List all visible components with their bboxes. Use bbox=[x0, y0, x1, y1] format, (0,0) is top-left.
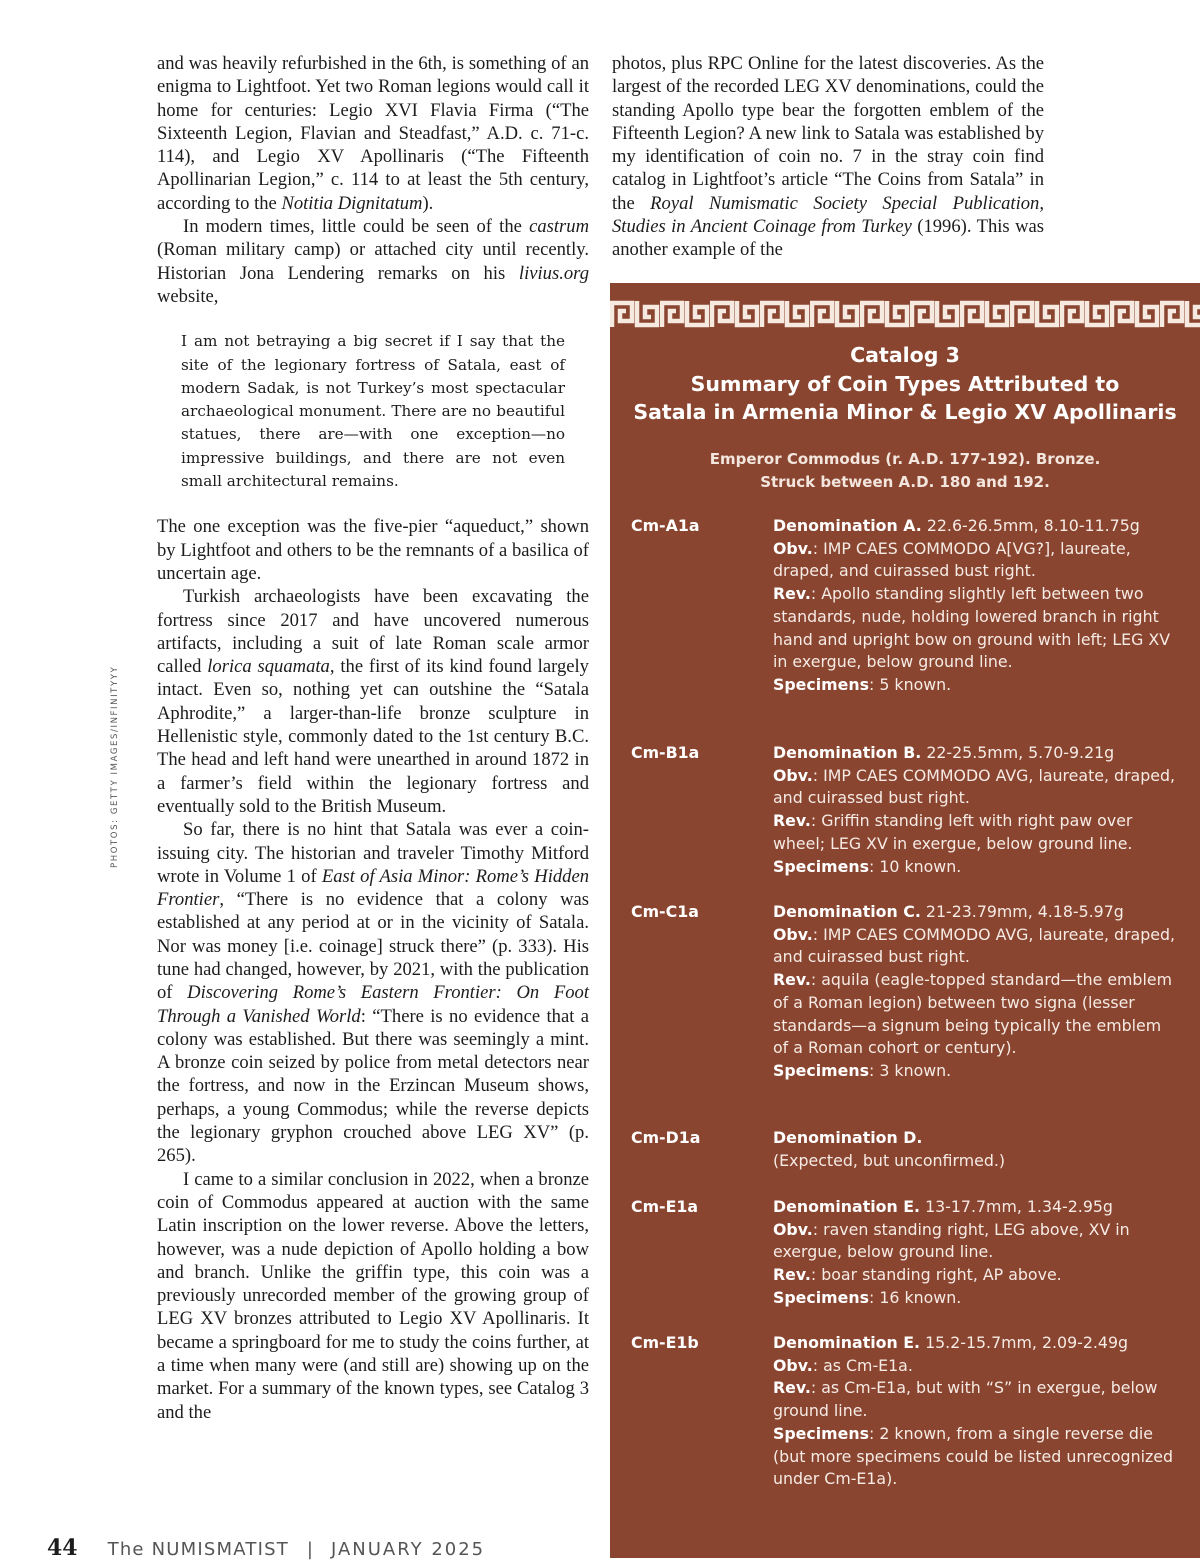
body-paragraph: photos, plus RPC Online for the latest discoveries. As the largest of the recorded LEG XV denominations, could the standing Apollo type bear the forgotten emblem of the Fifteenth Legion? A new link to Satala was established by my identification of coin no. 7 in the stray coin find catalog in Lightfoot’s article “The Coins from Satala” in the Royal Numismatic Society Special Publication, Studies in Ancient Coinage from Turkey (1996). This was another example of the bbox=[612, 53, 1044, 261]
entry-code: Cm-E1a bbox=[631, 1197, 699, 1216]
body-paragraph: I came to a similar conclusion in 2022, when a bronze coin of Commodus appeared at auction with the same Latin inscription on the lower reverse. Above the letters, however, was a nude depiction of Apollo holding a bow and branch. Unlike the griffin type, this coin was a previously unrecorded member of the growing group of LEG XV bronzes attributed to Legio XV Apollinaris. It became a springboard for me to study the coins further, at a time when many were (and still are) showing up on the market. For a summary of the known types, see Catalog 3 and the bbox=[157, 1168, 589, 1423]
entry-code: Cm-A1a bbox=[631, 516, 700, 535]
entry-body: Denomination B. 22-25.5mm, 5.70-9.21g Obv.: IMP CAES COMMODO AVG, laureate, draped, and cuirassed bust right. Rev.: Griffin standing left with right paw over wheel; LEG XV in exergue, below ground line. Specimens: 10 known. bbox=[773, 743, 1176, 876]
greek-key-border bbox=[610, 295, 1200, 333]
entry-code: Cm-E1b bbox=[631, 1333, 699, 1352]
page-number: 44 bbox=[47, 1535, 78, 1561]
entry-body: Denomination E. 15.2-15.7mm, 2.09-2.49g Obv.: as Cm-E1a. Rev.: as Cm-E1a, but with “S” in exergue, below ground line. Specimens: 2 known, from a single reverse die (but more specimens could be listed unrecognized under Cm-E1a). bbox=[773, 1333, 1174, 1489]
entry-code: Cm-D1a bbox=[631, 1128, 701, 1147]
entry-body: Denomination C. 21-23.79mm, 4.18-5.97g Obv.: IMP CAES COMMODO AVG, laureate, draped, and cuirassed bust right. Rev.: aquila (eagle-topped standard—the emblem of a Roman legion) between two signa (lesser standards—a signum being typically the emblem of a Roman cohort or century). Specimens: 3 known. bbox=[773, 902, 1176, 1080]
page-footer bbox=[47, 1535, 485, 1561]
catalog-box bbox=[610, 283, 1200, 1558]
left-column bbox=[157, 52, 589, 1424]
entry-body: Denomination E. 13-17.7mm, 1.34-2.95g Obv.: raven standing right, LEG above, XV in exergue, below ground line. Rev.: boar standing right, AP above. Specimens: 16 known. bbox=[773, 1197, 1130, 1307]
body-paragraph: Turkish archaeologists have been excavating the fortress since 2017 and have uncovered numerous artifacts, including a suit of late Roman scale armor called lorica squamata, the first of its kind found largely intact. Even so, nothing yet can outshine the “Satala Aphrodite,” a larger-than-life bronze sculpture in Hellenistic style, commonly dated to the 1st century B.C. The head and left hand were unearthed in around 1872 in a farmer’s field within the legionary fortress and eventually sold to the British Museum. bbox=[157, 586, 589, 817]
entry-body: Denomination A. 22.6-26.5mm, 8.10-11.75g Obv.: IMP CAES COMMODO A[VG?], laureate, draped, and cuirassed bust right. Rev.: Apollo standing slightly left between two standards, nude, holding lowered branch in right hand and upright bow on ground with left; LEG XV in exergue, below ground line. Specimens: 5 known. bbox=[773, 516, 1171, 694]
catalog-subtitle: Emperor Commodus (r. A.D. 177-192). Bronze. Struck between A.D. 180 and 192. bbox=[709, 450, 1101, 491]
right-column bbox=[612, 52, 1044, 262]
body-paragraph: So far, there is no hint that Satala was ever a coin-issuing city. The historian and traveler Timothy Mitford wrote in Volume 1 of East of Asia Minor: Rome’s Hidden Frontier, “There is no evidence that a colony was established at any period at or in the vicinity of Satala. Nor was money [i.e. coinage] struck there” (p. 333). His tune had changed, however, by 2021, with the publication of Discovering Rome’s Eastern Frontier: On Foot Through a Vanished World: “There is no evidence that a colony was established. But there was seemingly a mint. A bronze coin seized by police from metal detectors near the fortress, and now in the Erzincan Museum shows, perhaps, a young Commodus; while the reverse depicts the legionary gryphon crouched above LEG XV” (p. 265). bbox=[157, 819, 590, 1167]
publication-name: The NUMISMATIST bbox=[107, 1539, 289, 1560]
entry-body: Denomination D. (Expected, but unconfirmed.) bbox=[773, 1128, 1006, 1170]
catalog-title: Catalog 3 Summary of Coin Types Attributed to Satala in Armenia Minor & Legio XV Apollinaris bbox=[633, 343, 1177, 424]
issue-date: JANUARY 2025 bbox=[330, 1539, 486, 1560]
body-paragraph: In modern times, little could be seen of the castrum (Roman military camp) or attached city until recently. Historian Jona Lendering remarks on his livius.org website, bbox=[157, 216, 589, 307]
body-paragraph: The one exception was the five-pier “aqueduct,” shown by Lightfoot and others to be the remnants of a basilica of uncertain age. bbox=[157, 516, 589, 584]
photo-credit: PHOTOS: GETTY IMAGES/INFINITYYY bbox=[110, 665, 120, 868]
block-quote: I am not betraying a big secret if I say that the site of the legionary fortress of Satala, east of modern Sadak, is not Turkey’s most spectacular archaeological monument. There are no beautiful statues, there are—with one exception—no impressive buildings, and there are not even small architectural remains. bbox=[181, 332, 565, 491]
body-paragraph: and was heavily refurbished in the 6th, is something of an enigma to Lightfoot. Yet two Roman legions would call it home for centuries: Legio XVI Flavia Firma (“The Sixteenth Legion, Flavian and Steadfast,” A.D. c. 71-c. 114), and Legio XV Apollinaris (“The Fifteenth Apollinarian Legion,” c. 114 to at least the 5th century, according to the Notitia Dignitatum). bbox=[157, 53, 589, 214]
footer-separator: | bbox=[306, 1539, 313, 1560]
entry-code: Cm-C1a bbox=[631, 902, 699, 921]
entry-code: Cm-B1a bbox=[631, 743, 700, 762]
